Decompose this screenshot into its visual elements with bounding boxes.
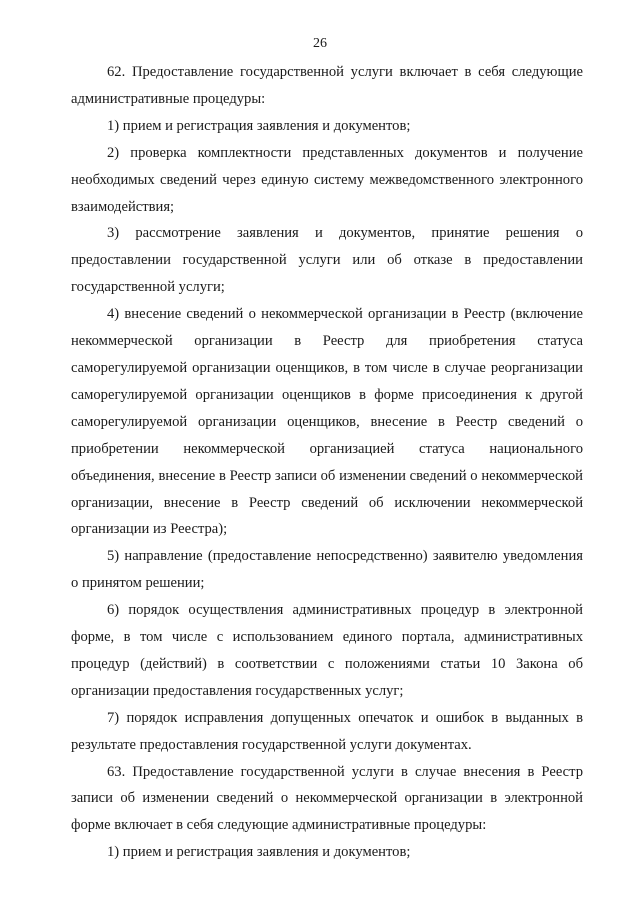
list-item-7: 7) порядок исправления допущенных опечаток и ошибок в выданных в результате предоставления государственной услуги документах. xyxy=(71,709,583,753)
list-item-3: 3) рассмотрение заявления и документов, принятие решения о предоставлении государственной услуги или об отказе в предоставлении государственной услуги; xyxy=(71,225,583,296)
list-item-2: 2) проверка комплектности представленных документов и получение необходимых сведений через единую систему межведомственного электронного взаимодействия; xyxy=(71,144,583,215)
document-body xyxy=(71,59,583,866)
paragraph-62-intro: 62. Предоставление государственной услуги включает в себя следующие административные процедуры: xyxy=(71,64,583,107)
list-item-63-1: 1) прием и регистрация заявления и документов; xyxy=(107,844,411,861)
list-item-4: 4) внесение сведений о некоммерческой организации в Реестр (включение некоммерческой организации в Реестр для приобретения статуса саморегулируемой организации оценщиков, в том числе в случае реорганизации саморегулируемой организации оценщиков в форме присоединения к другой саморегулируемой организации оценщиков, внесение в Реестр сведений о приобретении некоммерческой организацией статуса национального объединения, внесение в Реестр записи об изменении сведений о некоммерческой организации, внесение в Реестр сведений об исключении некоммерческой организации из Реестра); xyxy=(71,306,583,538)
list-item-6: 6) порядок осуществления административных процедур в электронной форме, в том числе с использованием единого портала, административных процедур (действий) в соответствии с положениями статьи 10 Закона об организации предоставления государственных услуг; xyxy=(71,602,583,699)
page-number: 26 xyxy=(313,36,327,51)
list-item-5: 5) направление (предоставление непосредственно) заявителю уведомления о принятом решении; xyxy=(71,548,583,592)
paragraph-63-intro: 63. Предоставление государственной услуги в случае внесения в Реестр записи об изменении сведений о некоммерческой организации в электронной форме включает в себя следующие административные процедуры: xyxy=(71,763,583,834)
list-item-1: 1) прием и регистрация заявления и документов; xyxy=(107,117,411,134)
